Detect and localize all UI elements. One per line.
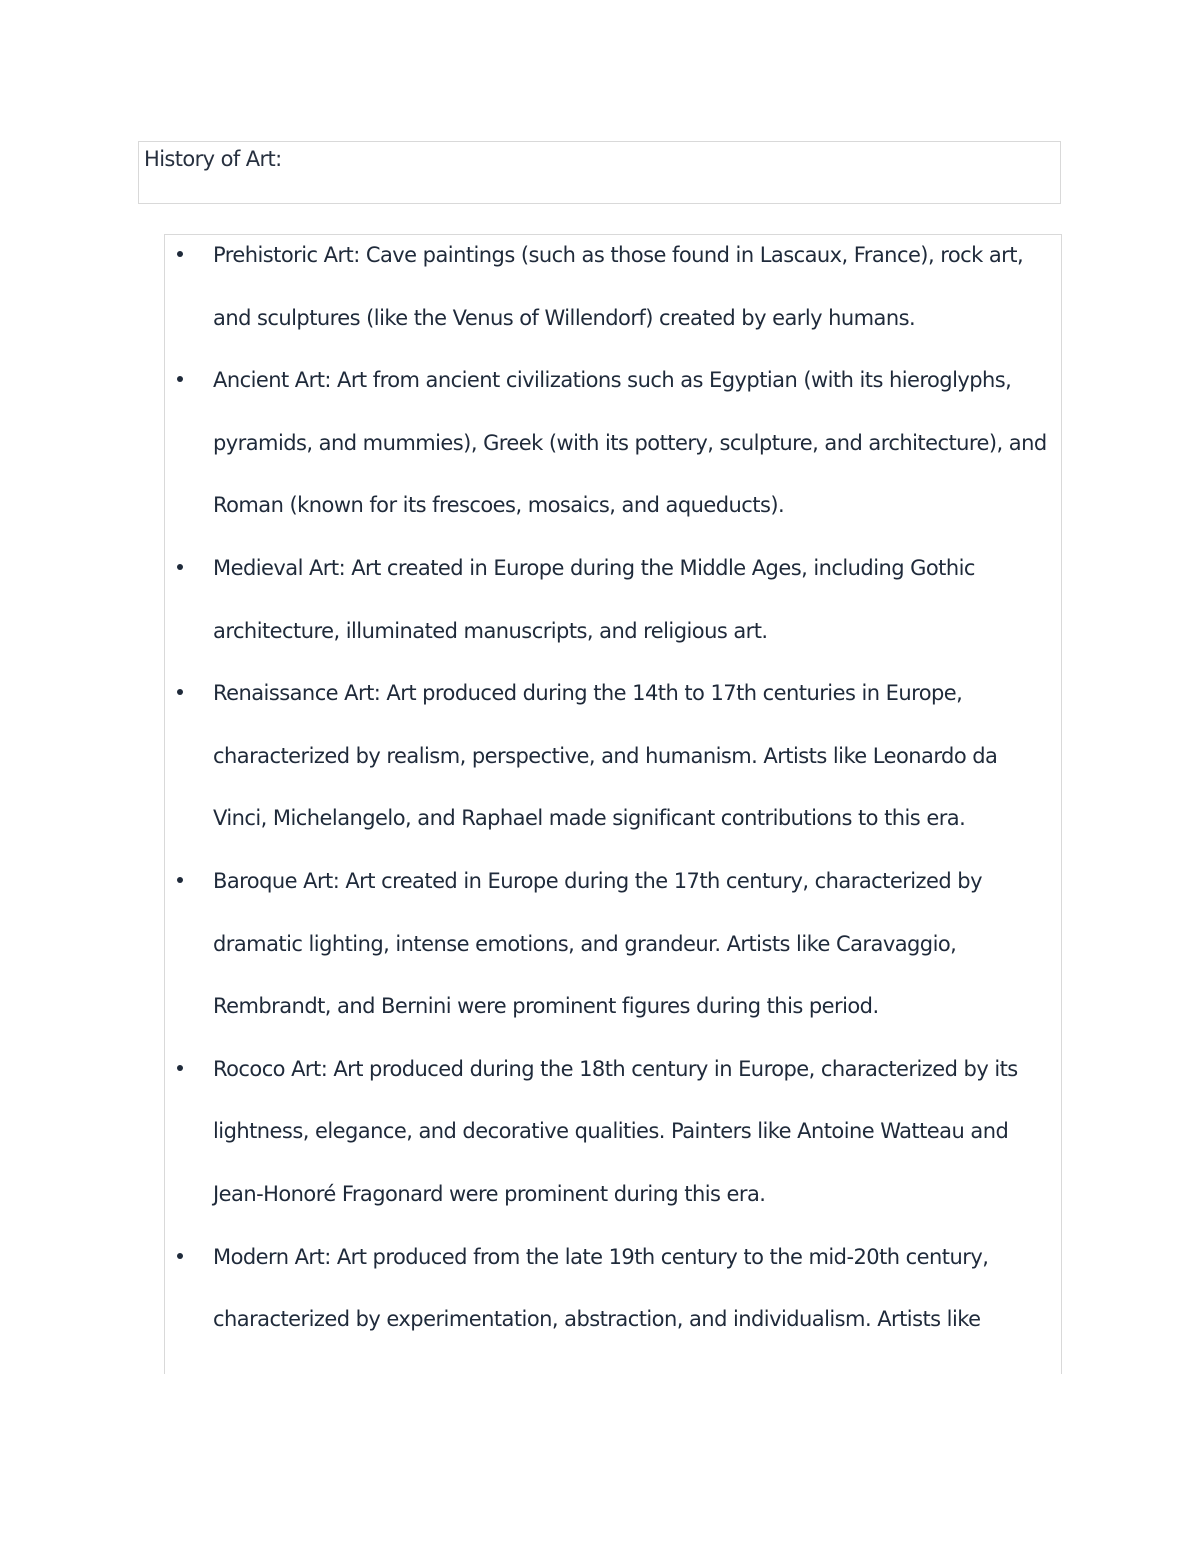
bullet-icon: [177, 689, 183, 695]
title-box: [138, 141, 1061, 204]
list-item-text: Baroque Art: Art created in Europe during the 17th century, characterized by dramatic lighting, intense emotions, and grandeur. Artists like Caravaggio, Rembrandt, and Bernini were prominent figures during this period.: [213, 868, 982, 1019]
bullet-icon: [177, 564, 183, 570]
bullet-icon: [177, 877, 183, 883]
content-box: [164, 234, 1062, 1374]
bullet-icon: [177, 1253, 183, 1259]
list-item-text: Ancient Art: Art from ancient civilizations such as Egyptian (with its hieroglyphs, pyramids, and mummies), Greek (with its pottery, sculpture, and architecture), and Roman (known for its frescoes, mosaics, and aqueducts).: [213, 368, 1047, 518]
list-item-text: Prehistoric Art: Cave paintings (such as those found in Lascaux, France), rock art, and sculptures (like the Venus of Willendorf) created by early humans.: [213, 243, 1024, 330]
list-item: [165, 1226, 1061, 1351]
list-item: [165, 850, 1061, 1038]
bullet-icon: [177, 376, 183, 382]
document-title: History of Art:: [144, 147, 282, 171]
list-item-text: Rococo Art: Art produced during the 18th century in Europe, characterized by its lightness, elegance, and decorative qualities. Painters like Antoine Watteau and Jean-Honoré Fragonard were prominent during this era.: [213, 1056, 1018, 1206]
list-item: [165, 662, 1061, 850]
bullet-icon: [177, 251, 183, 257]
list-item: [165, 537, 1061, 662]
list-item-text: Medieval Art: Art created in Europe during the Middle Ages, including Gothic architecture, illuminated manuscripts, and religious art.: [213, 555, 975, 643]
list-item-text: Modern Art: Art produced from the late 19th century to the mid-20th century, characterized by experimentation, abstraction, and individualism. Artists like: [213, 1244, 989, 1332]
list-item: [165, 234, 1061, 349]
bullet-list: [165, 235, 1061, 1351]
list-item-text: Renaissance Art: Art produced during the 14th to 17th centuries in Europe, characterized by realism, perspective, and humanism. Artists like Leonardo da Vinci, Michelangelo, and Raphael made significant contributions to this era.: [213, 681, 998, 831]
list-item: [165, 349, 1061, 537]
list-item: [165, 1038, 1061, 1226]
bullet-icon: [177, 1065, 183, 1071]
